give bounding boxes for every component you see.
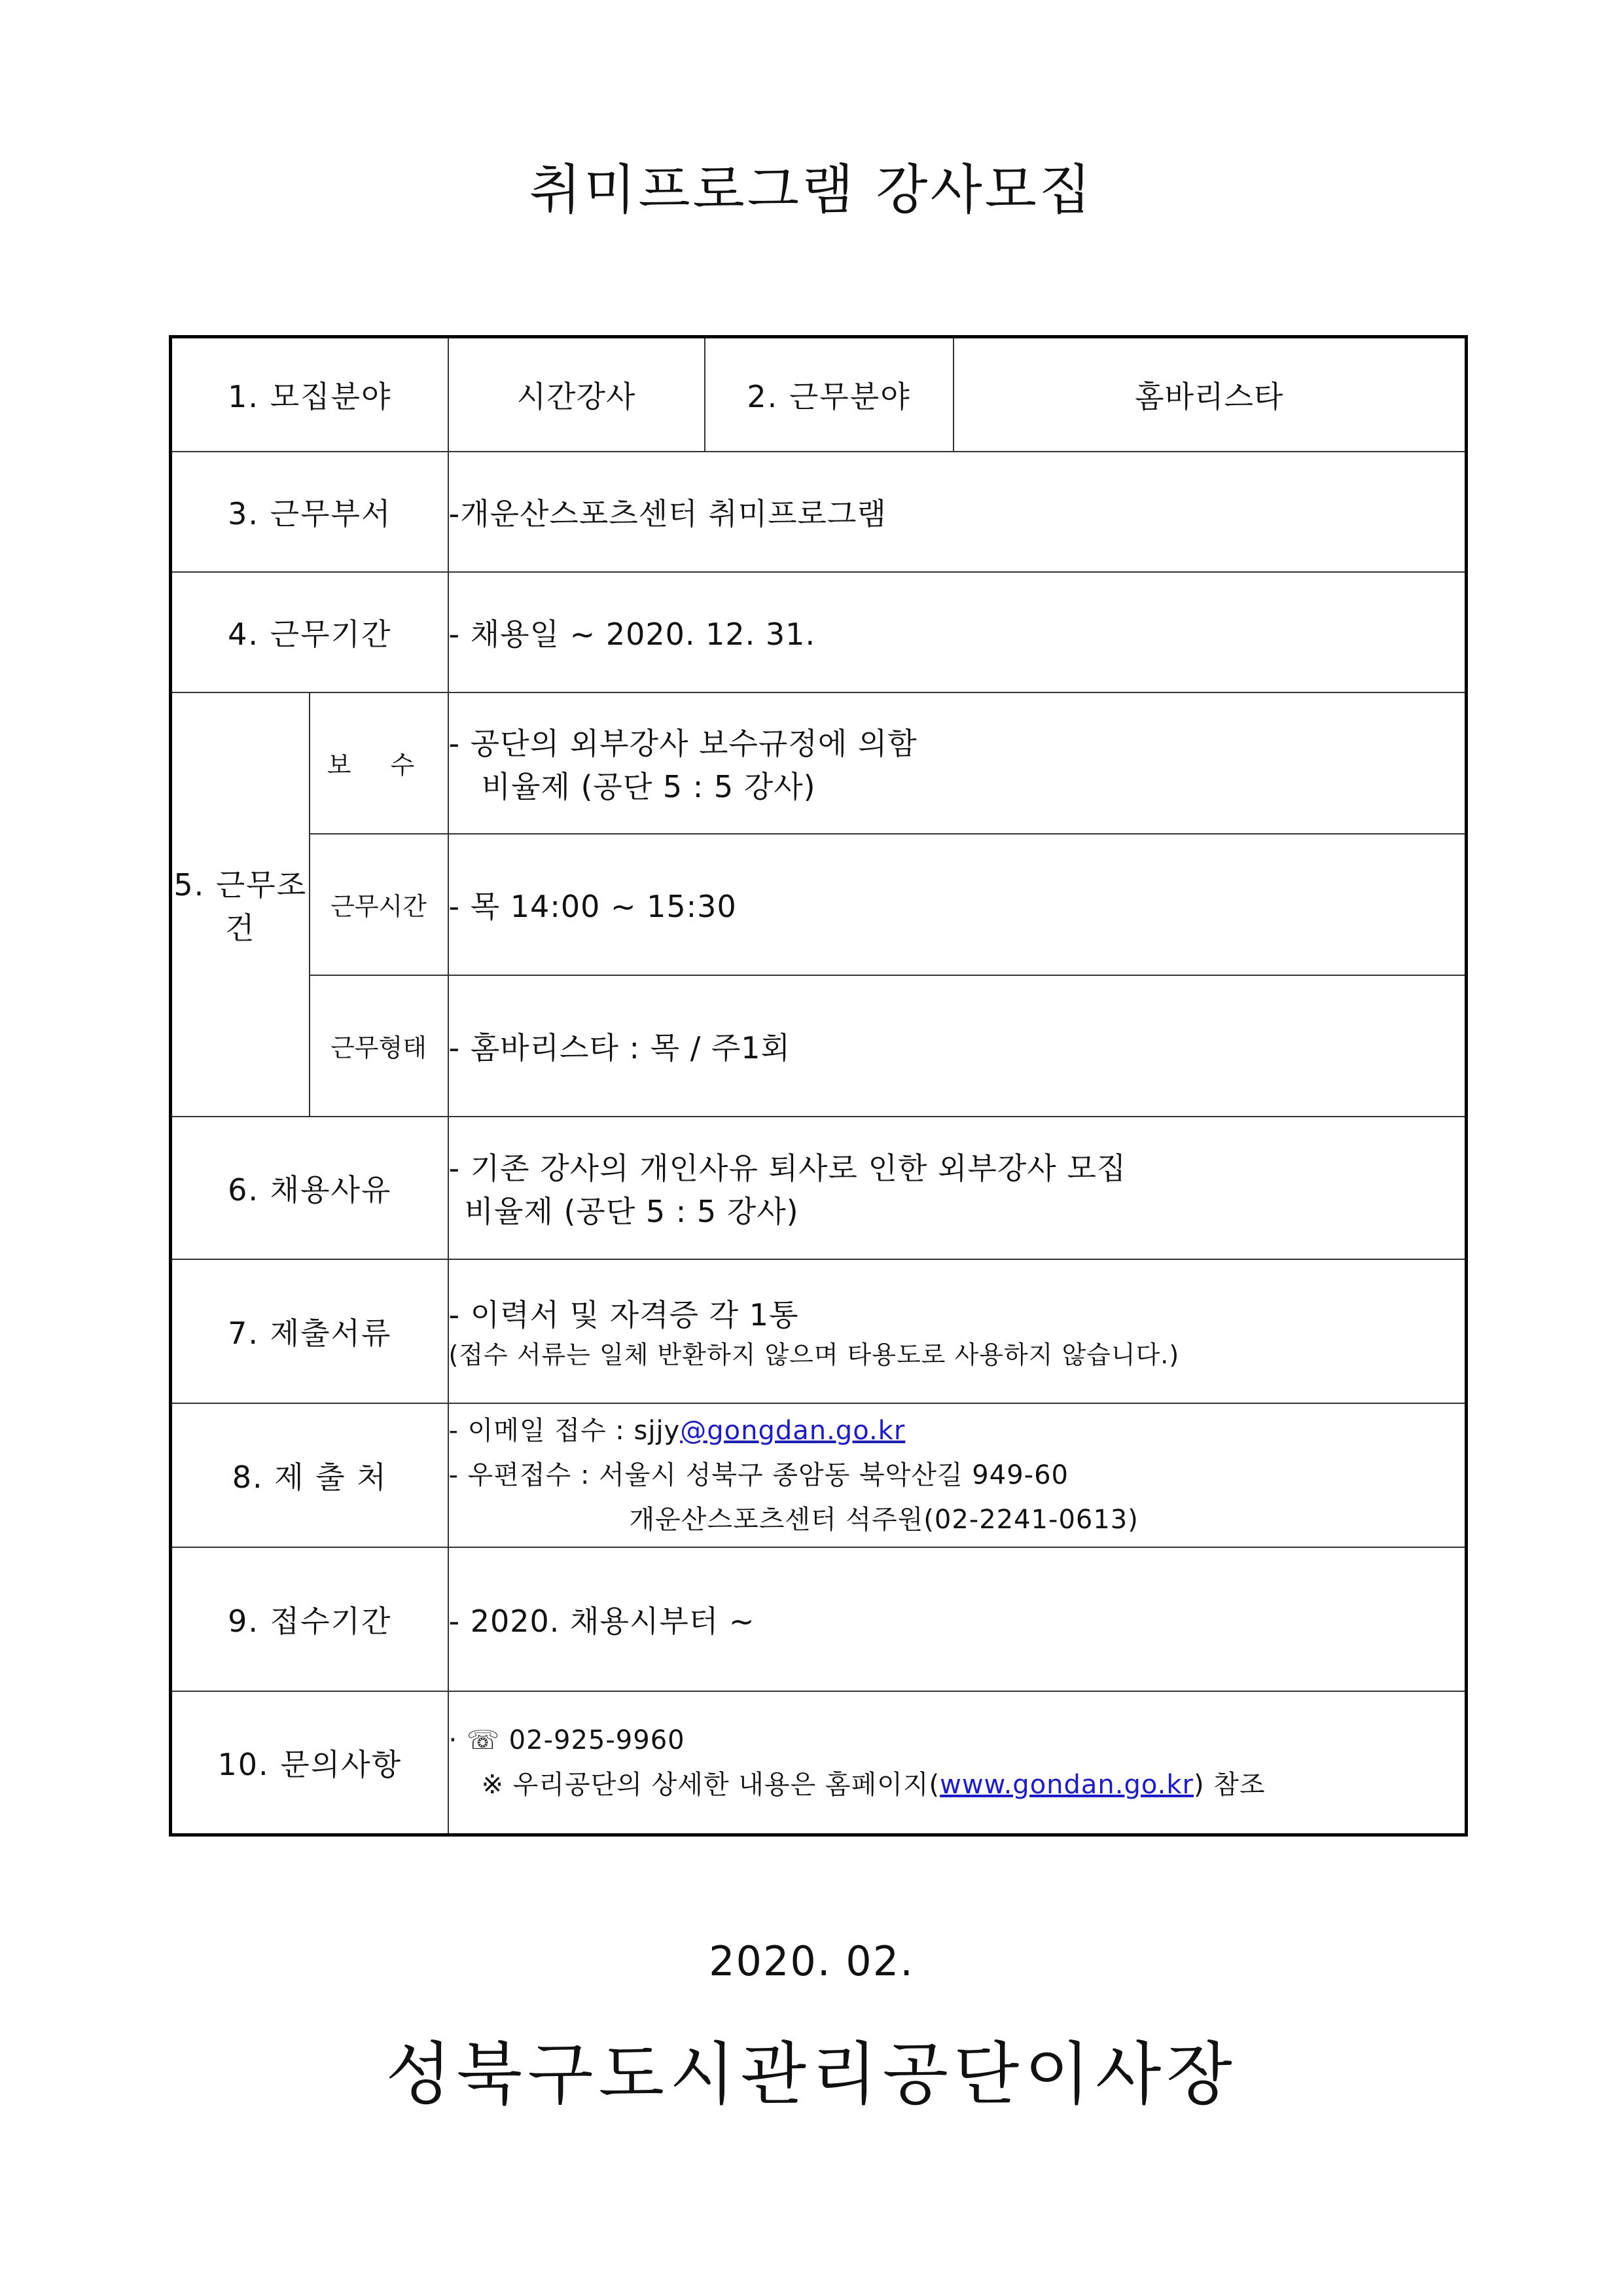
email-prefix: - 이메일 접수 : sjjy [448, 1415, 681, 1446]
reason-value [448, 1117, 1467, 1259]
page-title: 취미프로그램 강사모집 [529, 159, 1094, 221]
email-link[interactable]: @gongdan.go.kr [680, 1415, 906, 1446]
hours-value: - 목 14:00 ~ 15:30 [448, 834, 1467, 975]
pay-line-2: 비율제 (공단 5 : 5 강사) [481, 768, 816, 804]
docs-line-1: - 이력서 및 자격증 각 1통 [448, 1297, 799, 1333]
inquiry-label: 10. 문의사항 [171, 1691, 448, 1835]
dept-label: 3. 근무부서 [171, 452, 448, 572]
hours-label: 근무시간 [310, 834, 448, 975]
pay-label: 보 수 [310, 692, 448, 834]
phone-line: · ☏ 02-925-9960 [448, 1725, 685, 1755]
receipt-label: 9. 접수기간 [171, 1547, 448, 1691]
submit-value [448, 1403, 1467, 1547]
email-line [449, 1408, 1465, 1453]
row-type [171, 975, 1467, 1117]
pay-value [448, 692, 1467, 834]
postal-line-2: 개운산스포츠센터 석주원(02-2241-0613) [629, 1504, 1139, 1535]
reason-label: 6. 채용사유 [171, 1117, 448, 1259]
organization-signature: 성북구도시관리공단이사장 [385, 2034, 1238, 2114]
conditions-label: 5. 근무조건 [171, 692, 310, 1117]
recruitment-table [169, 335, 1468, 1837]
inquiry-value [448, 1691, 1467, 1835]
row-pay [171, 692, 1467, 834]
issue-date: 2020. 02. [709, 1937, 914, 1985]
row-field [171, 337, 1467, 452]
row-hours [171, 834, 1467, 975]
row-department [171, 452, 1467, 572]
field-value: 시간강사 [448, 337, 705, 452]
postal-line-1: - 우편접수 : 서울시 성북구 종암동 북악산길 949-60 [448, 1460, 1069, 1490]
type-label: 근무형태 [310, 975, 448, 1117]
period-label: 4. 근무기간 [171, 572, 448, 692]
docs-line-2: (접수 서류는 일체 반환하지 않으며 타용도로 사용하지 않습니다.) [448, 1340, 1180, 1369]
row-inquiry [171, 1691, 1467, 1835]
homepage-line [449, 1763, 1465, 1807]
period-value: - 채용일 ~ 2020. 12. 31. [448, 572, 1467, 692]
homepage-suffix: ) 참조 [1193, 1769, 1266, 1800]
pay-line-1: - 공단의 외부강사 보수규정에 의함 [448, 725, 918, 761]
row-receipt [171, 1547, 1467, 1691]
receipt-value: - 2020. 채용시부터 ~ [448, 1547, 1467, 1691]
row-submit [171, 1403, 1467, 1547]
docs-label: 7. 제출서류 [171, 1259, 448, 1403]
reason-line-1: - 기존 강사의 개인사유 퇴사로 인한 외부강사 모집 [448, 1150, 1127, 1186]
type-value: - 홈바리스타 : 목 / 주1회 [448, 975, 1467, 1117]
row-reason [171, 1117, 1467, 1259]
submit-label: 8. 제 출 처 [171, 1403, 448, 1547]
work-field-label: 2. 근무분야 [705, 337, 954, 452]
homepage-link[interactable]: www.gondan.go.kr [940, 1769, 1194, 1800]
reason-line-2: 비율제 (공단 5 : 5 강사) [464, 1193, 799, 1229]
row-documents [171, 1259, 1467, 1403]
field-label: 1. 모집분야 [171, 337, 448, 452]
homepage-prefix: ※ 우리공단의 상세한 내용은 홈페이지( [481, 1769, 940, 1800]
row-period [171, 572, 1467, 692]
docs-value [448, 1259, 1467, 1403]
work-field-value: 홈바리스타 [954, 337, 1467, 452]
dept-value: -개운산스포츠센터 취미프로그램 [448, 452, 1467, 572]
